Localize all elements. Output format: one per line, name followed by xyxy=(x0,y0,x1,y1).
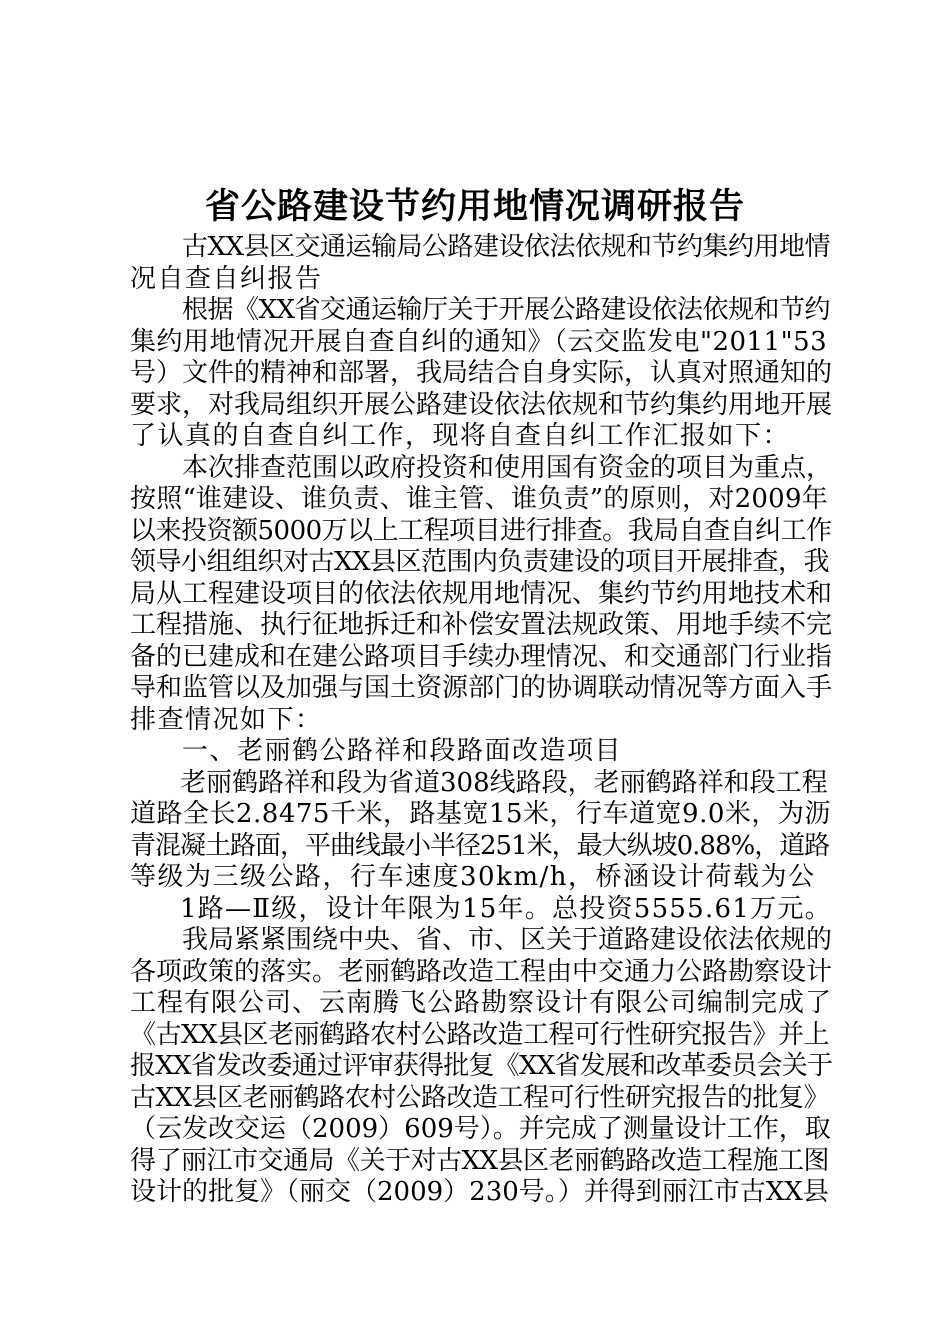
text-line: 况自查自纠报告 xyxy=(130,263,323,294)
text-line: 本次排查范围以政府投资和使用国有资金的项目为重点， xyxy=(182,452,833,483)
text-line: 按照“谁建设、谁负责、谁主管、谁负责”的原则，对2009年 xyxy=(130,484,829,514)
text-line: 道路全长2.8475千米，路基宽15米，行车道宽9.0米，为沥 xyxy=(130,799,831,829)
text-line: 1路—Ⅱ级，设计年限为15年。总投资5555.61万元。 xyxy=(180,893,832,924)
text-line: 工程措施、执行征地拆迁和补偿安置法规政策、用地手续不完 xyxy=(130,610,833,640)
document-title: 省公路建设节约用地情况调研报告 xyxy=(204,187,745,227)
section-heading: 一、老丽鹤公路祥和段路面改造项目 xyxy=(182,736,623,766)
text-line: 导和监管以及加强与国土资源部门的协调联动情况等方面入手 xyxy=(130,673,833,703)
document-body xyxy=(130,232,832,1209)
text-line: 古XX县区交通运输局公路建设依法依规和节约集约用地情 xyxy=(182,232,831,262)
text-line: 工程有限公司、云南腾飞公路勘察设计有限公司编制完成了 xyxy=(130,988,833,1018)
text-line: 我局紧紧围绕中央、省、市、区关于道路建设依法依规的 xyxy=(182,925,833,955)
text-line: 号）文件的精神和部署，我局结合自身实际，认真对照通知的 xyxy=(130,358,833,388)
text-line: 集约用地情况开展自查自纠的通知》（云交监发电"2011"53 xyxy=(130,326,828,357)
text-line: 备的已建成和在建公路项目手续办理情况、和交通部门行业指 xyxy=(130,641,833,672)
text-line: 等级为三级公路，行车速度30km/h，桥涵设计荷载为公 xyxy=(130,862,816,892)
text-line: 古XX县区老丽鹤路农村公路改造工程可行性研究报告的批复》 xyxy=(130,1082,830,1113)
text-line: 设计的批复》（丽交（2009）230号。）并得到丽江市古XX县 xyxy=(130,1177,829,1207)
text-line: 局从工程建设项目的依法依规用地情况、集约节约用地技术和 xyxy=(130,578,833,609)
text-line: 报XX省发改委通过评审获得批复《XX省发展和改革委员会关于 xyxy=(130,1051,833,1081)
text-line: 要求，对我局组织开展公路建设依法依规和节约集约用地开展 xyxy=(130,389,833,420)
text-line: 《古XX县区老丽鹤路农村公路改造工程可行性研究报告》并上 xyxy=(130,1019,830,1050)
text-line: 老丽鹤路祥和段为省道308线路段，老丽鹤路祥和段工程 xyxy=(180,767,828,798)
text-line: （云发改交运（2009）609号）。并完成了测量设计工作，取 xyxy=(130,1114,831,1144)
text-line: 根据《XX省交通运输厅关于开展公路建设依法依规和节约 xyxy=(182,295,831,325)
text-line: 各项政策的落实。老丽鹤路改造工程由中交通力公路勘察设计 xyxy=(130,956,833,987)
text-line: 以来投资额5000万以上工程项目进行排查。我局自查自纠工作 xyxy=(130,515,832,546)
text-line: 青混凝土路面，平曲线最小半径251米，最大纵坡0.88%，道路 xyxy=(130,830,830,861)
text-line: 领导小组组织对古XX县区范围内负责建设的项目开展排查，我 xyxy=(130,547,830,577)
text-line: 排查情况如下： xyxy=(130,704,323,735)
text-line: 了认真的自查自纠工作，现将自查自纠工作汇报如下： xyxy=(130,421,791,451)
text-line: 得了丽江市交通局《关于对古XX县区老丽鹤路改造工程施工图 xyxy=(130,1145,830,1176)
